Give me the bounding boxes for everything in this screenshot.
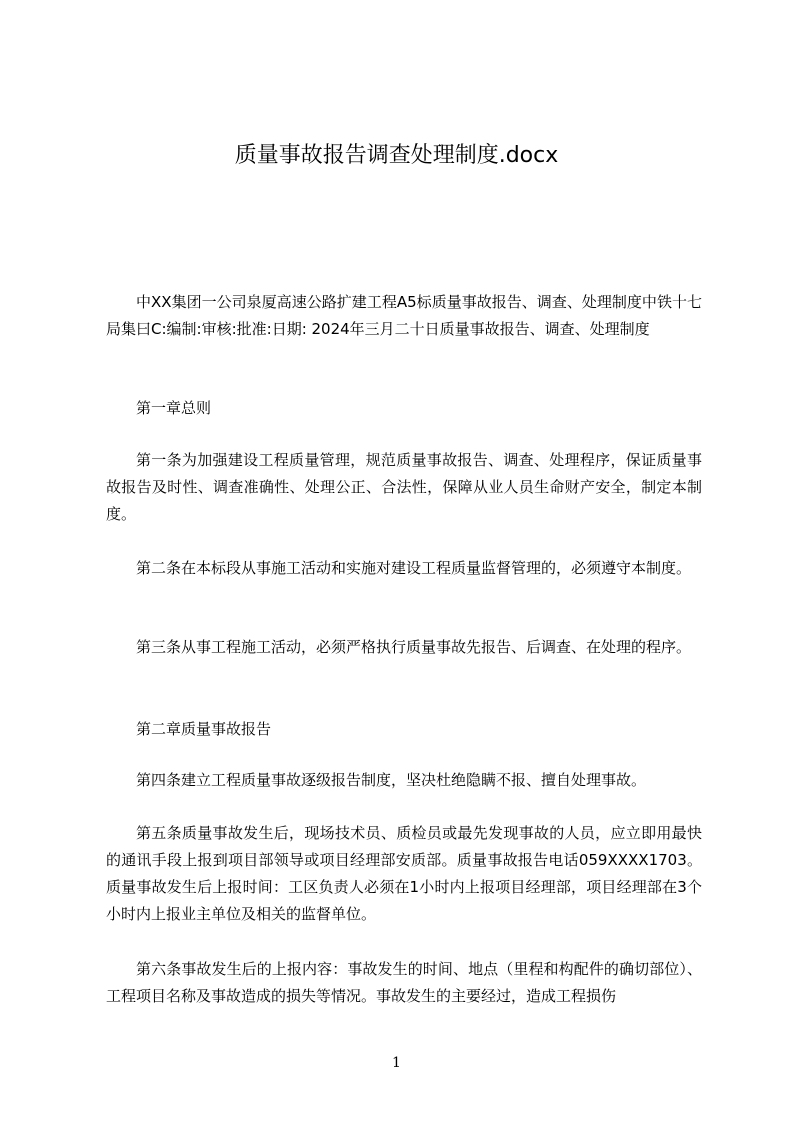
article-1-paragraph: 第一条为加强建设工程质量管理，规范质量事故报告、调查、处理程序，保证质量事故报告及时性、调查准确性、处理公正、合法性，保障从业人员生命财产安全，制定本制度。	[106, 451, 702, 523]
article-2-paragraph: 第二条在本标段从事施工活动和实施对建设工程质量监督管理的，必须遵守本制度。	[136, 559, 692, 577]
page-number: 1	[392, 1055, 401, 1071]
document-title: 质量事故报告调查处理制度.docx	[234, 143, 559, 168]
article-3-paragraph: 第三条从事工程施工活动，必须严格执行质量事故先报告、后调查、在处理的程序。	[136, 638, 692, 656]
chapter-1-heading: 第一章总则	[136, 399, 212, 417]
article-4-paragraph: 第四条建立工程质量事故逐级报告制度，坚决杜绝隐瞒不报、擅自处理事故。	[136, 771, 647, 789]
article-5-paragraph: 第五条质量事故发生后，现场技术员、质检员或最先发现事故的人员，应立即用最快的通讯手段上报到项目部领导或项目经理部安质部。质量事故报告电话059XXXX1703。质量事故发生后上报时间：工区负责人必须在1小时内上报项目经理部，项目经理部在3个小时内上报业主单位及相关的监督单位。	[106, 824, 702, 923]
article-6-paragraph: 第六条事故发生后的上报内容：事故发生的时间、地点（里程和构配件的确切部位）、工程项目名称及事故造成的损失等情况。事故发生的主要经过，造成工程损伤	[106, 960, 702, 1005]
intro-paragraph: 中XX集团一公司泉厦高速公路扩建工程A5标质量事故报告、调查、处理制度中铁十七局集曰C:编制:审核:批准:日期: 2024年三月二十日质量事故报告、调查、处理制度	[106, 293, 702, 338]
chapter-2-heading: 第二章质量事故报告	[136, 720, 272, 738]
